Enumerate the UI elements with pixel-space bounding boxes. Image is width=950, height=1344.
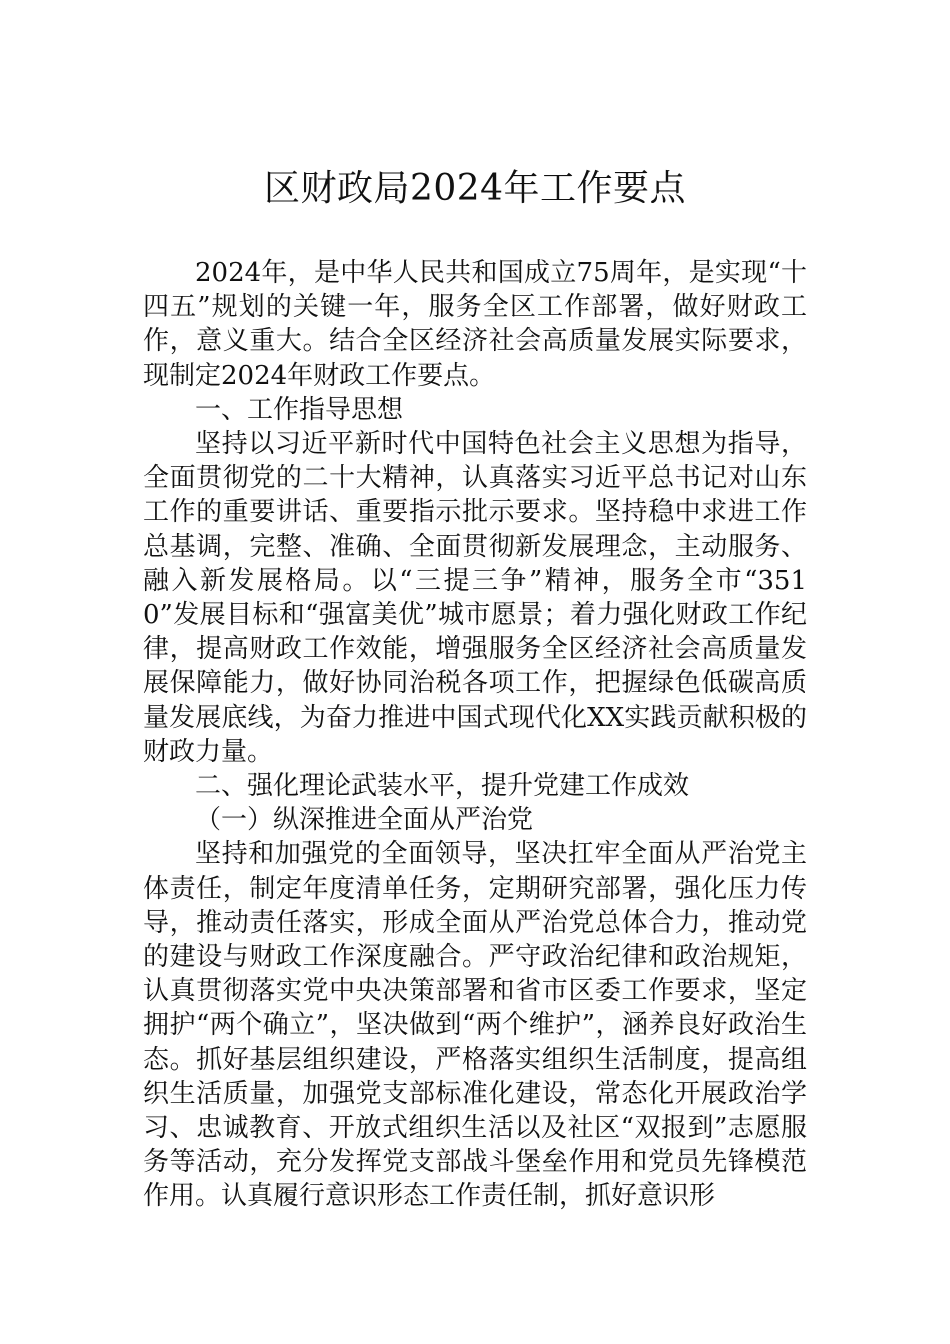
document-title: 区财政局2024年工作要点	[263, 168, 687, 209]
subsection-2-1-paragraph-1: 坚持和加强党的全面领导，坚决扛牢全面从严治党主体责任，制定年度清单任务，定期研究部署，强化压力传导，推动责任落实，形成全面从严治党总体合力，推动党的建设与财政工作深度融合。严守政治纪律和政治规矩，认真贯彻落实党中央决策部署和省市区委工作要求，坚定拥护“两个确立”，坚决做到“两个维护”，涵养良好政治生态。抓好基层组织建设，严格落实组织生活制度，提高组织生活质量，加强党支部标准化建设，常态化开展政治学习、忠诚教育、开放式组织生活以及社区“双报到”志愿服务等活动，充分发挥党支部战斗堡垒作用和党员先锋模范作用。认真履行意识形态工作责任制，抓好意识形	[143, 839, 807, 1212]
subsection-heading-2-1: （一）纵深推进全面从严治党	[195, 805, 534, 836]
section-heading-1: 一、工作指导思想	[195, 394, 404, 425]
section-1-paragraph-1: 坚持以习近平新时代中国特色社会主义思想为指导，全面贯彻党的二十大精神，认真落实习近平总书记对山东工作的重要讲话、重要指示批示要求。坚持稳中求进工作总基调，完整、准确、全面贯彻新发展理念，主动服务、融入新发展格局。以“三提三争”精神，服务全市“3510”发展目标和“强富美优”城市愿景；着力强化财政工作纪律，提高财政工作效能，增强服务全区经济社会高质量发展保障能力，做好协同治税各项工作，把握绿色低碳高质量发展底线，为奋力推进中国式现代化XX实践贡献积极的财政力量。	[143, 429, 807, 767]
intro-paragraph: 2024年，是中华人民共和国成立75周年，是实现“十四五”规划的关键一年，服务全区工作部署，做好财政工作，意义重大。结合全区经济社会高质量发展实际要求，现制定2024年财政工作要点。	[143, 258, 807, 391]
document-body	[143, 256, 807, 1214]
section-heading-2: 二、强化理论武装水平，提升党建工作成效	[195, 771, 690, 802]
